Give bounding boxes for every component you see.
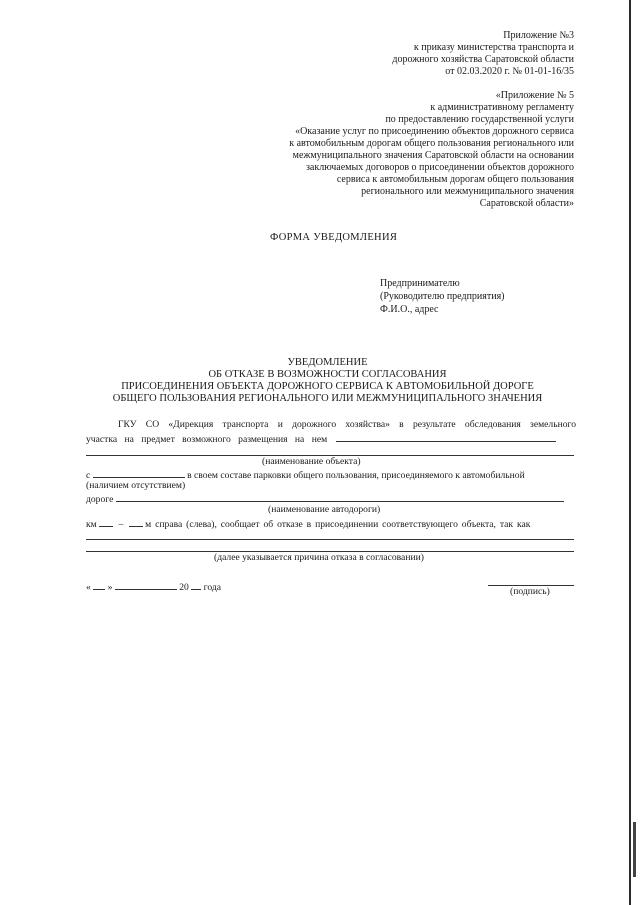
appendix-3-line: к приказу министерства транспорта и — [413, 42, 574, 53]
appendix-5-line: Саратовской области» — [479, 198, 574, 209]
appendix-3-header — [274, 30, 574, 78]
addressee-line: Ф.И.О., адрес — [380, 304, 439, 315]
addressee-block — [380, 277, 505, 316]
caption-presence: (наличием отсутствием) — [86, 480, 186, 491]
presence-field[interactable] — [93, 468, 185, 478]
meters-field[interactable] — [129, 517, 143, 527]
parking-text: в своем составе парковки общего пользования, присоединяемого к автомобильной — [187, 470, 525, 481]
appendix-5-line: межмуниципального значения Саратовской области на основании — [292, 150, 574, 161]
caption-signature: (подпись) — [510, 586, 550, 597]
date-quote-close: » — [107, 582, 113, 593]
caption-road-name: (наименование автодороги) — [268, 504, 381, 515]
appendix-5-header — [254, 90, 574, 210]
heading-line: УВЕДОМЛЕНИЕ — [287, 357, 368, 368]
km-field[interactable] — [99, 517, 113, 527]
page-fold-mark — [633, 822, 636, 877]
paragraph-intro-text: участка на предмет возможного размещения на нем — [86, 434, 328, 445]
km-line — [86, 517, 576, 531]
date-quote-open: « — [86, 582, 91, 593]
reason-line-1[interactable] — [86, 539, 574, 540]
page-edge-shadow — [629, 0, 631, 905]
date-line — [86, 580, 221, 594]
appendix-5-line: к автомобильным дорогам общего пользования регионального или — [289, 138, 574, 149]
km-text: м справа (слева), сообщает об отказе в присоединении соответствующего объекта, так как — [145, 519, 531, 530]
date-year-suffix: года — [203, 582, 221, 593]
km-prefix: км — [86, 519, 97, 530]
object-name-field[interactable] — [336, 432, 556, 442]
heading-line: ОБЩЕГО ПОЛЬЗОВАНИЯ РЕГИОНАЛЬНОГО ИЛИ МЕЖМУНИЦИПАЛЬНОГО ЗНАЧЕНИЯ — [112, 393, 543, 404]
notice-heading — [40, 357, 615, 405]
heading-line: ПРИСОЕДИНЕНИЯ ОБЪЕКТА ДОРОЖНОГО СЕРВИСА К АВТОМОБИЛЬНОЙ ДОРОГЕ — [121, 381, 534, 392]
caption-object-name: (наименование объекта) — [262, 456, 361, 467]
appendix-5-line: «Оказание услуг по присоединению объектов дорожного сервиса — [295, 126, 574, 137]
paragraph-intro: ГКУ СО «Дирекция транспорта и дорожного хозяйства» в результате обследования земельного — [118, 419, 576, 430]
appendix-5-line: к административному регламенту — [430, 102, 574, 113]
date-month-field[interactable] — [115, 580, 177, 590]
date-day-field[interactable] — [93, 580, 105, 590]
caption-reason: (далее указывается причина отказа в согласовании) — [214, 552, 424, 563]
heading-line: ОБ ОТКАЗЕ В ВОЗМОЖНОСТИ СОГЛАСОВАНИЯ — [208, 369, 447, 380]
appendix-5-line: заключаемых договоров о присоединении объектов дорожного — [305, 162, 574, 173]
with-prefix: с — [86, 470, 91, 481]
appendix-5-line: сервиса к автомобильным дорогам общего пользования — [336, 174, 574, 185]
appendix-3-line: от 02.03.2020 г. № 01-01-16/35 — [445, 66, 574, 77]
km-dash: – — [118, 519, 124, 530]
appendix-5-line: регионального или межмуниципального значения — [361, 186, 574, 197]
addressee-line: Предпринимателю — [380, 278, 460, 289]
date-year-prefix: 20 — [179, 582, 189, 593]
road-prefix: дороге — [86, 494, 114, 505]
form-title: ФОРМА УВЕДОМЛЕНИЯ — [270, 232, 398, 243]
appendix-5-line: по предоставлению государственной услуги — [385, 114, 574, 125]
appendix-5-line: «Приложение № 5 — [495, 90, 574, 101]
addressee-line: (Руководителю предприятия) — [380, 291, 505, 302]
appendix-3-line: дорожного хозяйства Саратовской области — [392, 54, 574, 65]
road-name-field[interactable] — [116, 492, 564, 502]
date-year-field[interactable] — [191, 580, 201, 590]
paragraph-intro-cont — [86, 432, 576, 446]
appendix-3-line: Приложение №3 — [503, 30, 574, 41]
